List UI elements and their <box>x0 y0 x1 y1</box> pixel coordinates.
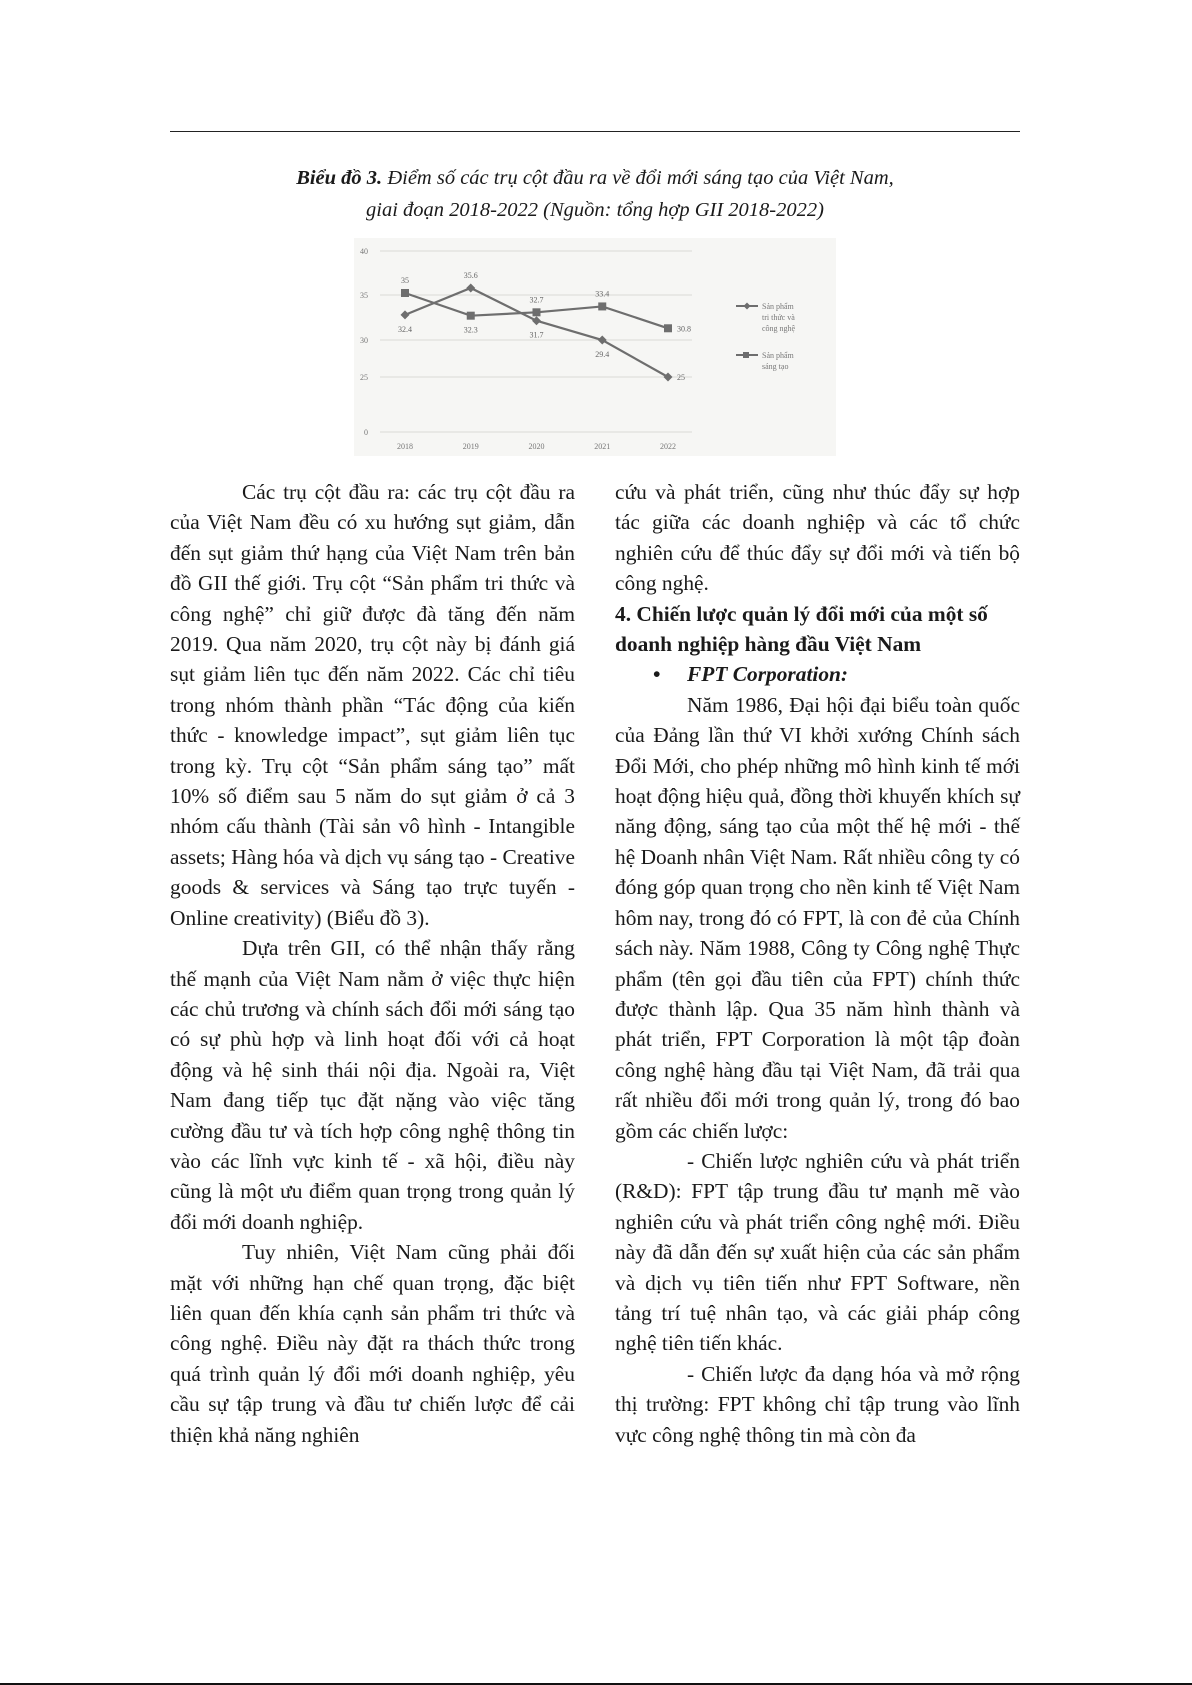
data-point <box>401 289 409 297</box>
data-point <box>532 316 541 325</box>
left-column <box>170 477 575 1450</box>
y-tick-label: 25 <box>360 373 368 382</box>
y-tick-label: 35 <box>360 291 368 300</box>
bullet-text: FPT Corporation: <box>687 662 849 687</box>
y-tick-label: 40 <box>360 247 368 256</box>
y-tick-label: 30 <box>360 336 368 345</box>
caption-line-2: giai đoạn 2018-2022 (Nguồn: tổng hợp GII 2018-2022) <box>366 199 824 221</box>
right-paragraph-3: - Chiến lược đa dạng hóa và mở rộng thị trường: FPT không chỉ tập trung vào lĩnh vực công nghệ thông tin mà còn đa <box>615 1361 1020 1447</box>
bullet-mark: • <box>653 662 661 687</box>
right-column <box>615 477 1020 1450</box>
x-tick-label: 2022 <box>660 442 676 451</box>
line-chart <box>354 238 836 456</box>
data-point <box>401 310 410 319</box>
data-point <box>598 302 606 310</box>
data-point <box>467 312 475 320</box>
caption-line-1 <box>170 162 1020 194</box>
caption-label: Biểu đồ 3. <box>296 167 383 189</box>
data-label: 30.8 <box>677 324 691 334</box>
right-paragraph-1: Năm 1986, Đại hội đại biểu toàn quốc của Đảng lần thứ VI khởi xướng Chính sách Đổi Mới, cho phép những mô hình kinh tế mới hoạt động hiệu quả, đồng thời khuyến khích sự năng động, sáng tạo của một thế hệ mới - thế hệ Doanh nhân Việt Nam. Rất nhiều công ty có đóng góp quan trọng cho nền kinh tế Việt Nam hôm nay, trong đó có FPT, là con đẻ của Chính sách này. Năm 1988, Công ty Công nghệ Thực phẩm (tên gọi đầu tiên của FPT) chính thức được thành lập. Qua 35 năm hình thành và phát triển, FPT Corporation là một tập đoàn công nghệ hàng đầu tại Việt Nam, đã trải qua rất nhiều đổi mới trong quản lý, trong đó bao gồm các chiến lược: <box>615 692 1020 1143</box>
data-label: 33.4 <box>595 289 610 299</box>
header-rule <box>170 131 1020 132</box>
left-paragraph-3: Tuy nhiên, Việt Nam cũng phải đối mặt với những hạn chế quan trọng, đặc biệt liên quan đến khía cạnh sản phẩm tri thức và công nghệ. Điều này đặt ra thách thức trong quá trình quản lý đổi mới doanh nghiệp, yêu cầu sự tập trung và đầu tư chiến lược để cải thiện khả năng nghiên <box>170 1240 575 1447</box>
legend-label: Sản phẩm <box>762 351 794 360</box>
data-point <box>466 283 475 292</box>
bullet-item <box>653 659 1020 689</box>
legend-marker <box>744 303 751 310</box>
left-paragraph-1: Các trụ cột đầu ra: các trụ cột đầu ra của Việt Nam đều có xu hướng sụt giảm, dẫn đến sụt giảm thứ hạng của Việt Nam trên bản đồ GII thế giới. Trụ cột “Sản phẩm tri thức và công nghệ” chỉ giữ được đà tăng đến năm 2019. Qua năm 2020, trụ cột này bị đánh giá sụt giảm liên tục đến năm 2022. Các chỉ tiêu trong nhóm thành phần “Tác động của kiến thức - knowledge impact”, sụt giảm liên tục trong kỳ. Trụ cột “Sản phẩm sáng tạo” mất 10% số điểm sau 5 năm do sụt giảm ở cả 3 nhóm cấu thành (Tài sản vô hình - Intangible assets; Hàng hóa và dịch vụ sáng tạo - Creative goods & services và Sáng tạo trực tuyến - Online creativity) (Biểu đồ 3). <box>170 480 575 930</box>
data-label: 32.4 <box>398 324 412 334</box>
legend-label: tri thức và <box>762 313 795 322</box>
x-tick-label: 2020 <box>528 442 545 451</box>
legend-marker <box>743 352 749 358</box>
data-label: 35.6 <box>463 270 478 280</box>
x-tick-label: 2019 <box>462 442 479 451</box>
data-point <box>664 324 672 332</box>
data-point <box>533 308 541 316</box>
left-paragraph-2: Dựa trên GII, có thể nhận thấy rằng thế mạnh của Việt Nam nằm ở việc thực hiện các chủ trương và chính sách đổi mới sáng tạo có sự phù hợp và linh hoạt đối với cả hoạt động và hệ sinh thái nội địa. Ngoài ra, Việt Nam đang tiếp tục đặt nặng vào việc tăng cường đầu tư và tích hợp công nghệ thông tin vào các lĩnh vực kinh tế - xã hội, điều này cũng là một ưu điểm quan trọng trong quản lý đổi mới doanh nghiệp. <box>170 936 575 1234</box>
data-label: 32.3 <box>463 325 478 335</box>
section-heading: 4. Chiến lược quản lý đổi mới của một số doanh nghiệp hàng đầu Việt Nam <box>615 601 988 657</box>
data-label: 32.7 <box>529 295 544 305</box>
x-tick-label: 2021 <box>594 442 611 451</box>
chart-svg <box>354 238 836 456</box>
y-tick-label: 0 <box>364 428 368 437</box>
right-continuation: cứu và phát triển, cũng như thúc đẩy sự hợp tác giữa các doanh nghiệp và các tổ chức nghiên cứu để thúc đẩy sự đổi mới và tiến bộ công nghệ. <box>615 480 1020 596</box>
right-paragraph-2: - Chiến lược nghiên cứu và phát triển (R&D): FPT tập trung đầu tư mạnh mẽ vào nghiên cứu và phát triển công nghệ mới. Điều này đã dẫn đến sự xuất hiện của các sản phẩm và dịch vụ tiên tiến như FPT Software, nền tảng trí tuệ nhân tạo, và các giải pháp công nghệ tiên tiến khác. <box>615 1148 1020 1356</box>
data-point <box>664 373 673 382</box>
data-point <box>598 336 607 345</box>
legend-label: sáng tạo <box>762 362 789 371</box>
legend-label: Sản phẩm <box>762 302 794 311</box>
legend-label: công nghệ <box>762 324 796 333</box>
data-label: 31.7 <box>529 330 544 340</box>
x-tick-label: 2018 <box>397 442 413 451</box>
data-label: 35 <box>401 276 409 285</box>
data-label: 25 <box>677 373 685 382</box>
figure-caption <box>170 162 1020 226</box>
data-label: 29.4 <box>595 350 610 360</box>
caption-text-1: Điểm số các trụ cột đầu ra về đổi mới sáng tạo của Việt Nam, <box>382 167 894 189</box>
